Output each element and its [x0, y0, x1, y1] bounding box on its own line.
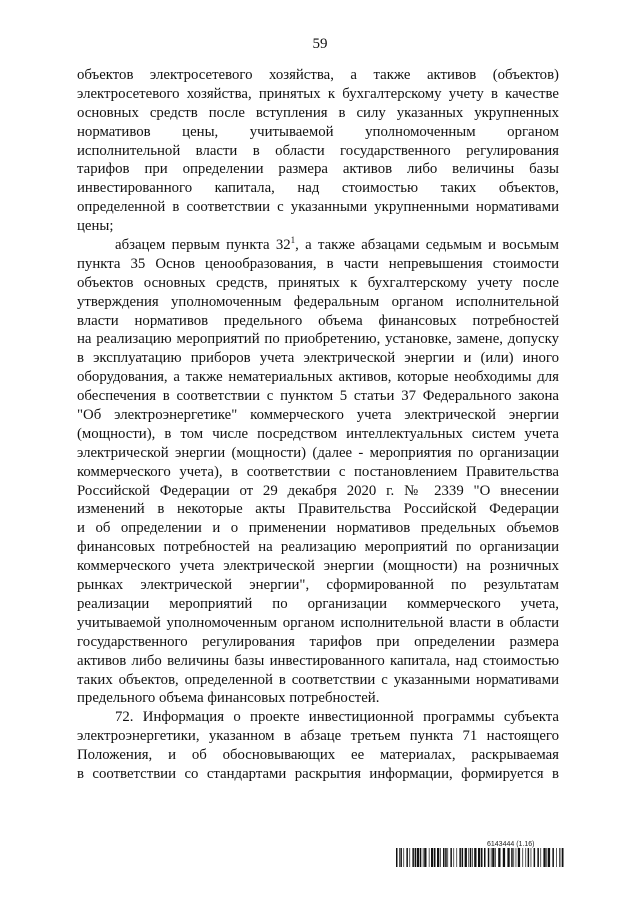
line-text: основных средств после вступления в силу указанных укрупненных: [77, 104, 559, 121]
line-text: тарифов при определении размера активов либо величины базы: [77, 161, 559, 178]
text-line: [77, 236, 559, 255]
line-text: "Об электроэнергетике" коммерческого учета электрической энергии: [77, 407, 559, 424]
line-text: исполнительной власти в области государственного регулирования: [77, 142, 559, 159]
line-text: в эксплуатацию приборов учета электрической энергии и (или) иного: [77, 350, 559, 367]
text-line: [77, 727, 559, 746]
line-text: пункта 35 Основ ценообразования, в части непревышения стоимости: [77, 255, 559, 272]
line-text: электросетевого хозяйства, принятых к бухгалтерскому учету в качестве: [77, 85, 559, 102]
text-line: [77, 160, 559, 179]
text-line: [77, 330, 559, 349]
line-text: рынках электрической энергии", сформированной по результатам: [77, 577, 559, 594]
text-line: [77, 198, 559, 217]
text-line: [77, 595, 559, 614]
text-line: [77, 293, 559, 312]
text-line: [77, 142, 559, 161]
text-line: [77, 689, 559, 708]
text-line: [77, 217, 559, 236]
text-line: [77, 85, 559, 104]
line-text: коммерческого учета), в соответствии с постановлением Правительства: [77, 463, 559, 480]
line-text: электроэнергетики, указанном в абзаце третьем пункта 71 настоящего: [77, 728, 559, 745]
line-text: электрической энергии (мощности) (далее - мероприятия по организации: [77, 444, 559, 461]
barcode: [396, 848, 564, 867]
text-line: [77, 671, 559, 690]
line-text: в соответствии со стандартами раскрытия информации, формируется в: [77, 765, 559, 782]
line-text: нормативов цены, учитываемой уполномоченным органом: [77, 123, 559, 140]
document-body: [77, 66, 559, 784]
text-line: [77, 104, 559, 123]
line-text-continued: , а также абзацами седьмым и восьмым: [295, 237, 559, 254]
line-text: 72. Информация о проекте инвестиционной программы субъекта: [115, 709, 559, 726]
text-line: [77, 179, 559, 198]
page-number: 59: [312, 36, 328, 52]
text-line: [77, 406, 559, 425]
line-text: реализации мероприятий по организации коммерческого учета,: [77, 595, 559, 612]
text-line: [77, 652, 559, 671]
text-line: [77, 482, 559, 501]
barcode-number: 6143444 (1.16): [487, 841, 535, 848]
text-line: [77, 368, 559, 387]
line-text: финансовых потребностей на реализацию мероприятий по организации: [77, 539, 559, 556]
line-text: (мощности), в том числе посредством интеллектуальных систем учета: [77, 425, 559, 442]
paragraph: [77, 66, 559, 236]
text-line: [77, 255, 559, 274]
text-line: [77, 444, 559, 463]
line-text: на реализацию мероприятий по приобретению, установке, замене, допуску: [77, 331, 559, 348]
line-text: предельного объема финансовых потребностей.: [77, 690, 380, 707]
text-line: [77, 274, 559, 293]
line-text: изменений в некоторые акты Правительства Российской Федерации: [77, 501, 559, 518]
line-text: и об определении и о применении нормативов предельных объемов: [77, 520, 559, 537]
line-text: Положения, и об обосновывающих ее материалах, раскрываемая: [77, 747, 559, 764]
text-line: [77, 746, 559, 765]
text-line: [77, 538, 559, 557]
line-text: коммерческого учета электрической энергии (мощности) на розничных: [77, 558, 559, 575]
paragraph: [77, 708, 559, 784]
text-line: [77, 312, 559, 331]
text-line: [77, 349, 559, 368]
line-text: оборудования, а также нематериальных активов, которые необходимы для: [77, 369, 559, 386]
text-line: [77, 708, 559, 727]
footnote-superscript: 1: [290, 235, 296, 246]
line-text: обеспечения в соответствии с пунктом 5 статьи 37 Федерального закона: [77, 388, 559, 405]
text-line: [77, 765, 559, 784]
line-text: власти нормативов предельного объема финансовых потребностей: [77, 312, 559, 329]
text-line: [77, 425, 559, 444]
text-line: [77, 557, 559, 576]
text-line: [77, 519, 559, 538]
text-line: [77, 463, 559, 482]
line-text: Российской Федерации от 29 декабря 2020 г. № 2339 "О внесении: [77, 482, 559, 499]
paragraph: [77, 236, 559, 708]
text-line: [77, 576, 559, 595]
text-line: [77, 66, 559, 85]
line-text: активов либо величины базы инвестированного капитала, над стоимостью: [77, 652, 559, 669]
text-line: [77, 387, 559, 406]
line-text: инвестированного капитала, над стоимостью таких объектов,: [77, 180, 559, 197]
line-text: объектов электросетевого хозяйства, а также активов (объектов): [77, 67, 559, 83]
line-text: цены;: [77, 218, 114, 235]
line-text: государственного регулирования тарифов при определении размера: [77, 633, 559, 650]
line-text: таких объектов, определенной в соответствии с указанными нормативами: [77, 671, 559, 688]
text-line: [77, 123, 559, 142]
line-text: утверждения уполномоченным федеральным органом исполнительной: [77, 293, 559, 310]
line-text: объектов основных средств, принятых к бухгалтерскому учету после: [77, 274, 559, 291]
line-text: абзацем первым пункта 32: [115, 237, 291, 254]
line-text: учитываемой уполномоченным органом исполнительной власти в области: [77, 614, 559, 631]
line-text: определенной в соответствии с указанными укрупненными нормативами: [77, 199, 559, 216]
text-line: [77, 633, 559, 652]
text-line: [77, 500, 559, 519]
text-line: [77, 614, 559, 633]
